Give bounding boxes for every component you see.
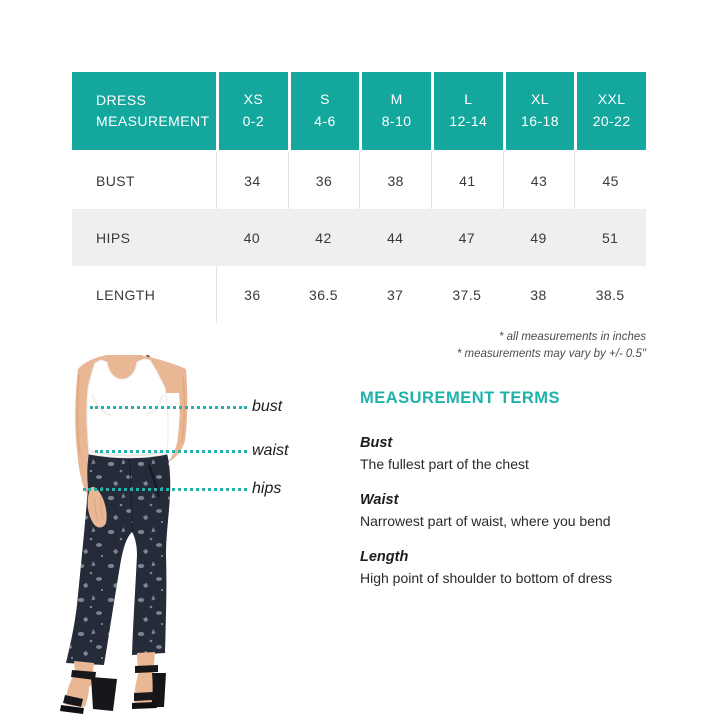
- size-cell: 36: [216, 266, 288, 323]
- size-range: 16-18: [521, 113, 559, 129]
- waist-label: waist: [252, 442, 289, 459]
- header-label: DRESS MEASUREMENT: [96, 92, 210, 129]
- header-cell-l: [431, 72, 503, 150]
- header-cell-dress-measurement: [72, 72, 216, 150]
- header-cell-xl: [503, 72, 575, 150]
- row-label: BUST: [96, 172, 136, 189]
- size-table: [72, 72, 646, 323]
- table-row-length: [72, 266, 646, 323]
- footnote-inches: * all measurements in inches: [498, 331, 646, 343]
- size-cell: 43: [503, 152, 575, 209]
- size-name: XS: [243, 91, 264, 108]
- size-cell: 34: [216, 152, 288, 209]
- size-cell: 38: [530, 286, 547, 303]
- waist-measure-line: [95, 450, 247, 453]
- size-cell: 44: [386, 229, 404, 246]
- size-cell: 36.5: [309, 286, 338, 303]
- term-name: Bust: [360, 435, 393, 451]
- term-definition: Narrowest part of waist, where you bend: [360, 513, 611, 530]
- shoes: [60, 652, 166, 714]
- term-name: Length: [360, 549, 409, 566]
- term-bust: [360, 435, 680, 473]
- size-name: XL: [531, 91, 549, 108]
- size-table-body: [72, 152, 646, 323]
- footnote-variance: * measurements may vary by +/- 0.5": [456, 348, 646, 361]
- header-cell-xs: [216, 72, 288, 150]
- hips-measure-line: [83, 488, 247, 491]
- size-name: XXL: [597, 91, 626, 108]
- size-cell: 47: [458, 229, 476, 246]
- header-cell-m: [359, 72, 431, 150]
- size-name: S: [320, 91, 330, 108]
- term-waist: [360, 492, 680, 530]
- terms-heading: MEASUREMENT TERMS: [360, 389, 561, 407]
- size-cell: 38: [359, 152, 431, 209]
- size-cell: 37.5: [452, 286, 482, 303]
- term-name: Waist: [360, 492, 399, 509]
- size-cell: 51: [601, 229, 619, 246]
- size-cell: 42: [315, 229, 332, 246]
- size-range: 8-10: [381, 113, 412, 129]
- measurement-terms-section: [360, 389, 680, 607]
- row-label: LENGTH: [96, 286, 156, 303]
- size-cell: 40: [243, 229, 261, 246]
- hips-label: hips: [252, 480, 282, 497]
- bust-label: bust: [252, 398, 283, 415]
- size-cell: 41: [431, 152, 503, 209]
- header-cell-s: [288, 72, 360, 150]
- size-cell: 37: [386, 286, 404, 303]
- size-range: 20-22: [592, 113, 631, 129]
- term-definition: High point of shoulder to bottom of dress: [360, 570, 613, 587]
- header-cell-xxl: [574, 72, 646, 150]
- term-length: [360, 549, 680, 587]
- table-row-bust: [72, 152, 646, 209]
- size-cell: 49: [530, 229, 547, 246]
- size-cell: 36: [288, 152, 360, 209]
- bust-measure-line: [90, 406, 247, 409]
- pants: [66, 452, 170, 665]
- size-range: 0-2: [242, 113, 265, 129]
- size-range: 12-14: [449, 113, 488, 129]
- size-table-header-row: [72, 72, 646, 150]
- table-row-hips: [72, 209, 646, 266]
- size-name: L: [464, 91, 473, 108]
- term-definition: The fullest part of the chest: [360, 456, 529, 472]
- size-cell: 38.5: [595, 286, 625, 303]
- size-name: M: [390, 91, 403, 108]
- size-range: 4-6: [314, 113, 336, 129]
- size-cell: 45: [574, 152, 646, 209]
- row-label: HIPS: [96, 229, 131, 246]
